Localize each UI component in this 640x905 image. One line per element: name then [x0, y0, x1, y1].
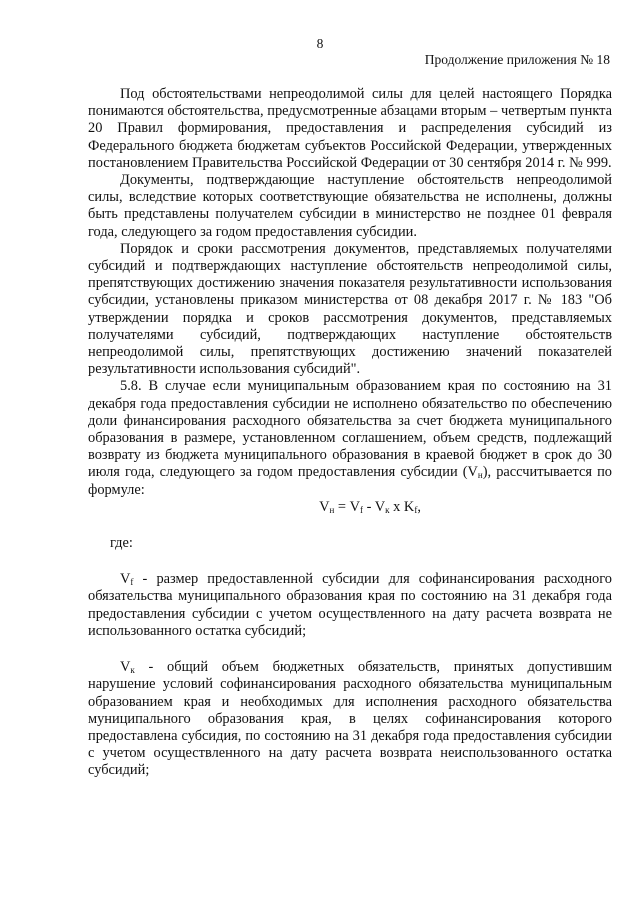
definition-vf — [88, 571, 612, 640]
formula-part: = V — [334, 498, 361, 515]
formula-sub: f — [414, 504, 418, 515]
formula — [88, 499, 612, 516]
definition-text: - размер предоставленной субсидии для софинансирования расходного обязательства муниципального образования края по состоянию на 31 декабря года предоставления субсидии с учетом осуществленного на дату расчета возврата не использованного остатка субсидий; — [88, 571, 612, 639]
formula-part: - V — [363, 498, 386, 515]
paragraph-5-8-end: ), рассчитывается по формуле: — [88, 464, 612, 498]
document-body — [88, 86, 612, 780]
definition-vk — [88, 659, 612, 779]
paragraph-5-8-text: 5.8. В случае если муниципальным образованием края по состоянию на 31 декабря года предоставления субсидии не исполнено обязательство по обеспечению доли финансирования расходного обязательства за счет бюджета муниципального образования в размере, установленном соглашением, объем средств, подлежащий возврату из бюджета муниципального образования в краевой бюджет в срок до 30 июля года, следующего за годом предоставления субсидии (V — [88, 378, 612, 481]
where-label: где: — [110, 535, 133, 552]
definition-text: - общий объем бюджетных обязательств, принятых допустившим нарушение условий софинансирования расходного обязательства муниципальным образованием края и необходимых для исполнения расходного обязательства муниципального образования края, в целях софинансирования которого предоставлена субсидия, по состоянию на 31 декабря года предоставления субсидии с учетом осуществленного на дату расчета возврата неиспользованного остатка субсидий; — [88, 659, 612, 779]
formula-part: x K — [389, 498, 415, 515]
formula-part: , — [417, 498, 421, 515]
formula-sub: к — [385, 504, 390, 515]
definition-subscript: к — [130, 665, 135, 676]
paragraph-5-8-subscript: н — [477, 470, 483, 481]
definition-subscript: f — [130, 577, 134, 588]
paragraph-documents-deadline: Документы, подтверждающие наступление обстоятельств непреодолимой силы, вследствие которых соответствующие обязательства не исполнены, должны быть представлены получателем субсидии в министерство не позднее 01 февраля года, следующего за годом предоставления субсидии. — [88, 172, 612, 240]
appendix-continuation-note: Продолжение приложения № 18 — [424, 52, 610, 67]
formula-part: V — [319, 498, 330, 515]
page-number: 8 — [316, 36, 324, 51]
definition-symbol: V — [120, 571, 131, 588]
paragraph-review-procedure: Порядок и сроки рассмотрения документов, представляемых получателями субсидий и подтверждающих наступление обстоятельств непреодолимой силы, препятствующих достижению значения показателя результативности использования субсидии, установлены приказом министерства от 08 декабря 2017 г. № 183 "Об утверждении порядка и сроков рассмотрения документов, представляемых получателями субсидий, подтверждающих наступление обстоятельств непреодолимой силы, препятствующих достижению значений показателей результативности использования субсидий". — [88, 240, 612, 378]
definition-symbol: V — [120, 659, 131, 676]
formula-sub: н — [329, 504, 335, 515]
paragraph-5-8 — [88, 378, 612, 498]
paragraph-force-majeure-definition: Под обстоятельствами непреодолимой силы для целей настоящего Порядка понимаются обстоятельства, предусмотренные абзацами вторым – четвертым пункта 20 Правил формирования, предоставления и распределения субсидий из Федерального бюджета бюджетам субъектов Российской Федерации, утвержденных постановлением Правительства Российской Федерации от 30 сентября 2014 г. № 999. — [88, 86, 612, 171]
formula-sub: f — [360, 504, 364, 515]
